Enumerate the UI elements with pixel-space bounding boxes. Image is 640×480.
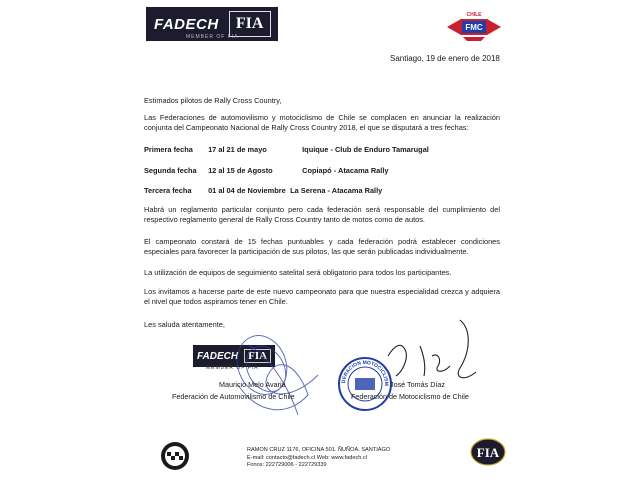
footer-circuit-logo [160, 441, 190, 471]
paragraph-campeonato: El campeonato constará de 15 fechas puntuables y cada federación podrá establecer condiciones especiales para favorecer la participación de sus pilotos, las que serán publicadas individualmente. [144, 237, 500, 256]
closing: Les saluda atentamente, [144, 320, 225, 329]
right-signature-scribble [380, 316, 490, 390]
footer-address: RAMON CRUZ 1176, OFICINA 501. ÑUÑOA. SANTIAGO [247, 447, 391, 453]
member-of-fia-text: MEMBER OF FIA [186, 34, 239, 40]
footer-fia-text: FIA [476, 445, 500, 460]
fecha-row-3 [144, 186, 382, 195]
footer-phones: Fonos: 222729006 - 222729339 [247, 462, 327, 468]
paragraph-invitacion: Los invitamos a hacerse parte de este nuevo campeonato para que nuestra especialidad crezca y adquiera el nivel que todos aspiramos tener en Chile. [144, 287, 500, 306]
footer-fia-logo [470, 438, 506, 466]
fecha-label: Segunda fecha [144, 166, 197, 175]
fadech-logo [146, 7, 278, 41]
left-signer-name: Mauricio Melo Avaria [219, 380, 286, 389]
fecha-dates: 01 al 04 de Noviembre [208, 186, 286, 195]
signature-fadech-text: FADECH [197, 350, 239, 362]
signature-fia-text: FIA [244, 349, 271, 363]
fecha-place: Iquique - Club de Enduro Tamarugal [302, 145, 429, 154]
fecha-dates: 17 al 21 de mayo [208, 145, 267, 154]
fia-logo-text: FIA [229, 11, 271, 37]
fmc-logo [445, 9, 503, 43]
fmc-top-text: CHILE [466, 12, 482, 18]
fecha-label: Tercera fecha [144, 186, 192, 195]
fecha-row-1 [144, 145, 429, 154]
right-signer-org: Federación de Motociclismo de Chile [351, 392, 469, 401]
left-signature-scribble [228, 325, 328, 425]
fecha-row-2 [144, 166, 389, 175]
seal-text: DERACION MOTOCICLISM [340, 359, 390, 386]
intro-paragraph: Las Federaciones de automovilismo y motociclismo de Chile se complacen en anunciar la realización conjunta del Campeonato Nacional de Rally Cross Country 2018, el que se disputará a tres fechas: [144, 113, 500, 132]
right-signer-name: José Tomás Díaz [390, 380, 445, 389]
signature-member-text: MEMBER OF FIA [206, 365, 259, 371]
paragraph-reglamento: Habrá un reglamento particular conjunto pero cada federación será responsable del cumplimiento del respectivo reglamento general de Rally Cross Country tanto de motos como de autos. [144, 205, 500, 224]
fecha-label: Primera fecha [144, 145, 193, 154]
fadech-logo-text: FADECH [154, 15, 219, 33]
fecha-place: La Serena - Atacama Rally [290, 186, 383, 195]
fmc-logo-text: FMC [465, 23, 483, 32]
paragraph-seguimiento: La utilización de equipos de seguimiento satelital será obligatorio para todos los participantes. [144, 268, 452, 277]
greeting: Estimados pilotos de Rally Cross Country, [144, 96, 282, 105]
fecha-dates: 12 al 15 de Agosto [208, 166, 273, 175]
letter-date: Santiago, 19 de enero de 2018 [390, 54, 500, 63]
left-signer-org: Federación de Automovilismo de Chile [172, 392, 295, 401]
footer-contact: E-mail: contacto@fadech.cl Web: www.fadech.cl [247, 455, 367, 461]
fecha-place: Copiapó - Atacama Rally [302, 166, 389, 175]
